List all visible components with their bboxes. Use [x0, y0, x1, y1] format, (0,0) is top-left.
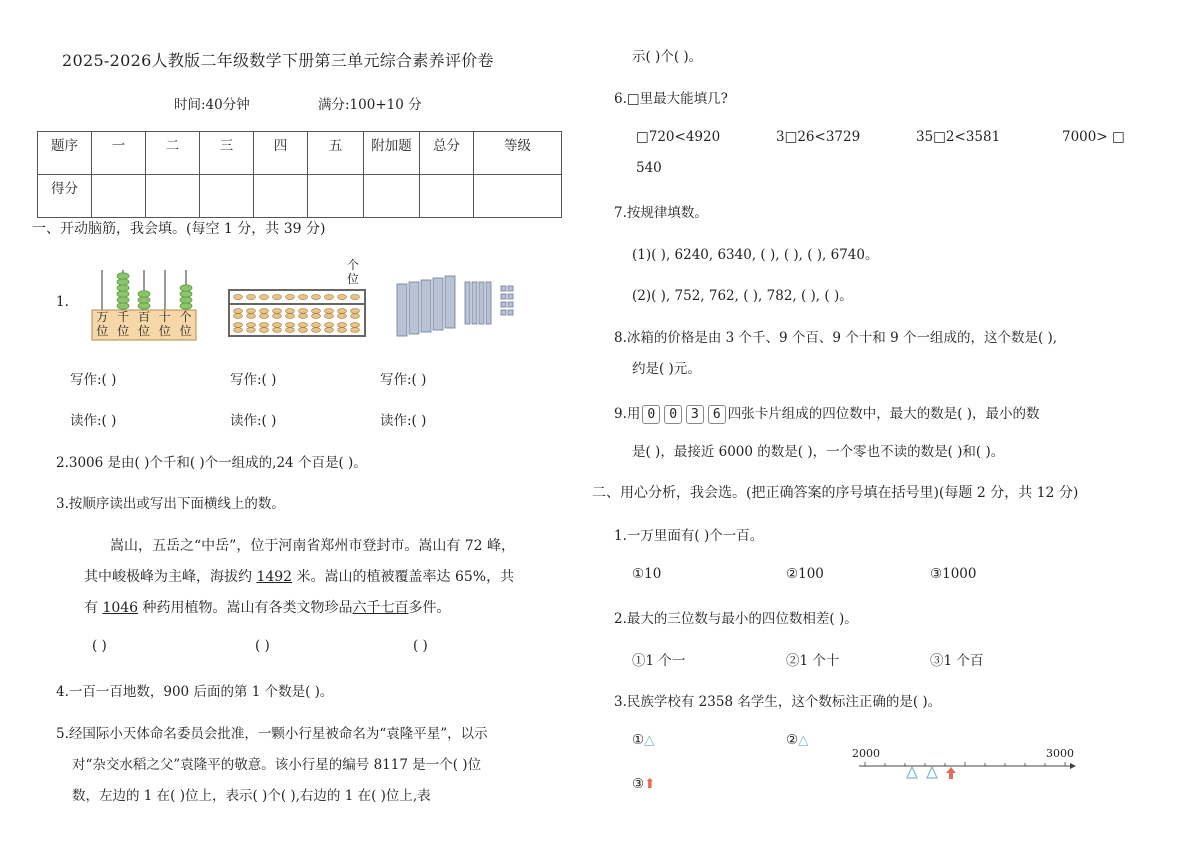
score-cell[interactable] — [364, 175, 420, 218]
q6-item-4: 7000> □ — [1062, 129, 1125, 145]
abacus-place-labels — [92, 310, 196, 338]
q6-item-3: 35□2<3581 — [916, 129, 1001, 145]
abacus-suanpan — [228, 289, 368, 339]
score-cell[interactable] — [146, 175, 200, 218]
page-title: 2025-2026人教版二年级数学下册第三单元综合素养评价卷 — [62, 51, 494, 70]
axis-start-label: 2000 — [852, 747, 880, 760]
question-9-line-1: 9.用 0 0 3 6 四张卡片组成的四位数中，最大的数是( )，最小的数 — [614, 406, 1040, 422]
s2-q1-option-2[interactable]: ②100 — [786, 566, 824, 582]
s2-question-3: 3.民族学校有 2358 名学生，这个数标注正确的是( )。 — [614, 694, 942, 710]
write-field-1[interactable]: 写作:( ) — [70, 372, 117, 388]
full-score: 满分:100+10 分 — [318, 97, 422, 113]
table-header: 二 — [146, 132, 200, 175]
question-2: 2.3006 是由( )个千和( )个一组成的,24 个百是( )。 — [56, 455, 367, 471]
abacus2-ones-label: 个位 — [347, 258, 360, 286]
section2-heading: 二、用心分析，我会选。(把正确答案的序号填在括号里)(每题 2 分，共 12 分) — [592, 485, 1079, 501]
s2-q3-option-1[interactable]: ①△ — [632, 732, 655, 748]
axis-end-label: 3000 — [1046, 747, 1074, 760]
s2-q3-option-2[interactable]: ②△ — [786, 732, 809, 748]
table-header: 题序 — [38, 132, 92, 175]
number-line — [855, 758, 1080, 782]
answer-blank-1[interactable]: ( ) — [92, 638, 107, 654]
read-field-3[interactable]: 读作:( ) — [380, 413, 427, 429]
passage-line-2: 其中峻极峰为主峰，海拔约 1492 米。嵩山的植被覆盖率达 65%，共 — [84, 569, 515, 585]
score-cell[interactable] — [92, 175, 146, 218]
s2-q1-option-1[interactable]: ①10 — [632, 566, 662, 582]
question-4: 4.一百一百地数，900 后面的第 1 个数是( )。 — [56, 684, 334, 700]
up-arrow-icon: ⬆ — [644, 776, 656, 792]
base-ten-blocks — [393, 272, 523, 340]
s2-q1-option-3[interactable]: ③1000 — [930, 566, 977, 582]
question-5-line-1: 5.经国际小天体命名委员会批准，一颗小行星被命名为“袁隆平星”，以示 — [56, 726, 488, 742]
place-label: 万位 — [96, 310, 109, 338]
table-header: 四 — [254, 132, 308, 175]
place-label: 个位 — [179, 310, 192, 338]
table-row-label: 得分 — [38, 175, 92, 218]
table-header: 总分 — [420, 132, 474, 175]
q6-item-1: □720<4920 — [636, 129, 721, 145]
passage-line-3: 有 1046 种药用植物。嵩山有各类文物珍品六千七百多件。 — [84, 600, 451, 616]
place-label: 十位 — [158, 310, 171, 338]
question-7: 7.按规律填数。 — [614, 205, 708, 221]
passage-line-1: 嵩山，五岳之“中岳”，位于河南省郑州市登封市。嵩山有 72 峰， — [110, 538, 516, 554]
answer-blank-2[interactable]: ( ) — [255, 638, 270, 654]
triangle-marker-2 — [927, 767, 937, 778]
digit-card: 6 — [708, 405, 726, 424]
table-header-row — [38, 132, 562, 175]
score-table — [37, 131, 562, 218]
score-cell[interactable] — [308, 175, 364, 218]
place-label: 百位 — [137, 310, 150, 338]
triangle-icon: △ — [644, 732, 655, 748]
underlined-number-1492: 1492 — [256, 569, 293, 585]
table-header: 等级 — [474, 132, 562, 175]
time-limit: 时间:40分钟 — [174, 97, 250, 113]
score-cell[interactable] — [254, 175, 308, 218]
s2-q2-option-1[interactable]: ①1 个一 — [632, 653, 686, 669]
question-5-line-3: 数，左边的 1 在( )位上，表示( )个( ),右边的 1 在( )位上,表 — [72, 788, 431, 804]
q7-sequence-2: (2)( ), 752, 762, ( ), 782, ( ), ( )。 — [632, 288, 853, 304]
question-8-line-2: 约是( )元。 — [632, 361, 701, 377]
s2-question-2: 2.最大的三位数与最小的四位数相差( )。 — [614, 611, 858, 627]
score-cell[interactable] — [420, 175, 474, 218]
digit-card: 3 — [686, 405, 704, 424]
q6-item-2: 3□26<3729 — [776, 129, 861, 145]
table-score-row — [38, 175, 562, 218]
question-5-line-2: 对“杂交水稻之父”袁隆平的敬意。该小行星的编号 8117 是一个( )位 — [72, 757, 482, 773]
question-3: 3.按顺序读出或写出下面横线上的数。 — [56, 496, 285, 512]
table-header: 一 — [92, 132, 146, 175]
triangle-marker-1 — [907, 767, 917, 778]
write-field-2[interactable]: 写作:( ) — [230, 372, 277, 388]
q7-sequence-1: (1)( ), 6240, 6340, ( ), ( ), ( ), 6740。 — [632, 247, 879, 263]
score-cell[interactable] — [474, 175, 562, 218]
s2-q2-option-3[interactable]: ③1 个百 — [930, 653, 984, 669]
question-6: 6.□里最大能填几? — [614, 91, 728, 107]
question-9-line-2: 是( )，最接近 6000 的数是( )，一个零也不读的数是( )和( )。 — [632, 444, 1005, 460]
table-header: 附加题 — [364, 132, 420, 175]
write-field-3[interactable]: 写作:( ) — [380, 372, 427, 388]
place-label: 千位 — [117, 310, 130, 338]
s2-q2-option-2[interactable]: ②1 个十 — [786, 653, 840, 669]
underlined-number-6700: 六千七百 — [352, 600, 409, 616]
underlined-number-1046: 1046 — [102, 600, 139, 616]
table-header: 五 — [308, 132, 364, 175]
score-cell[interactable] — [200, 175, 254, 218]
table-header: 三 — [200, 132, 254, 175]
digit-card: 0 — [642, 405, 660, 424]
triangle-icon: △ — [798, 732, 809, 748]
s2-q3-option-3[interactable]: ③⬆ — [632, 776, 656, 792]
read-field-2[interactable]: 读作:( ) — [230, 413, 277, 429]
digit-card: 0 — [664, 405, 682, 424]
read-field-1[interactable]: 读作:( ) — [70, 413, 117, 429]
arrow-marker — [946, 767, 956, 779]
q6-item-4-tail: 540 — [636, 160, 662, 176]
s2-question-1: 1.一万里面有( )个一百。 — [614, 528, 764, 544]
answer-blank-3[interactable]: ( ) — [413, 638, 428, 654]
section1-heading: 一、开动脑筋，我会填。(每空 1 分，共 39 分) — [32, 221, 326, 237]
question-5-line-4: 示( )个( )。 — [632, 49, 703, 65]
q1-number: 1. — [56, 294, 69, 310]
question-8-line-1: 8.冰箱的价格是由 3 个千、9 个百、9 个十和 9 个一组成的，这个数是( ), — [614, 330, 1058, 346]
